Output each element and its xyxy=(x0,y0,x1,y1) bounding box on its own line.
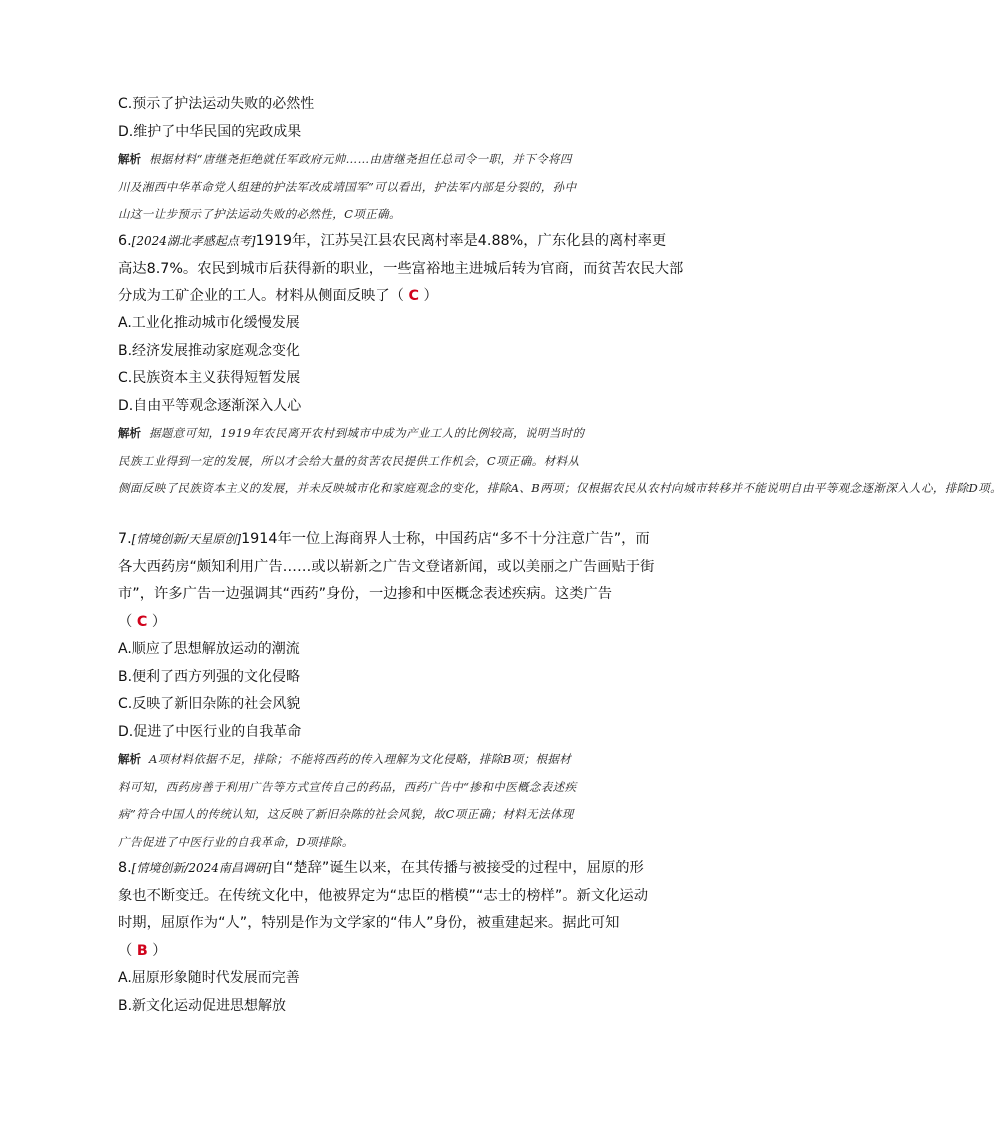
q6-option-c: C.民族资本主义获得短暂发展 xyxy=(118,370,301,386)
question-stem: 分成为工矿企业的工人。材料从侧面反映了 xyxy=(118,288,390,304)
q8-option-a: A.屈原形象随时代发展而完善 xyxy=(118,970,300,986)
q6-explanation xyxy=(118,420,1002,503)
explanation-line: 料可知，西药房善于利用广告等方式宣传自己的药品，西药广告中“掺和中医概念表述疾 xyxy=(118,779,577,794)
explanation-line: 民族工业得到一定的发展，所以才会给大量的贫苦农民提供工作机会，C项正确。材料从 xyxy=(118,453,580,468)
explanation-line: 病”符合中国人的传统认知，这反映了新旧杂陈的社会风貌，故C项正确；材料无法体现 xyxy=(118,807,574,821)
explanation-line: 侧面反映了民族资本主义的发展，并未反映城市化和家庭观念的变化，排除A、B两项；仅根据农民从农村向城市转移并不能说明自由平等观念逐渐深入人心，排除D项。 xyxy=(118,481,1002,495)
question-stem: 市”，许多广告一边强调其“西药”身份，一边掺和中医概念表述疾病。这类广告 xyxy=(118,586,613,602)
q7-options xyxy=(118,636,678,746)
q6-option-a: A.工业化推动城市化缓慢发展 xyxy=(118,315,300,331)
question-stem: 各大西药房“颇知利用广告……或以崭新之广告文登诸新闻，或以美丽之广告画贴于街 xyxy=(118,558,655,575)
q5-explanation xyxy=(118,146,678,229)
question-7: 7.[情境创新/天星原创]1914年一位上海商界人士称，中国药店“多不十分注意广告”，而 各大西药房“颇知利用广告……或以崭新之广告文登诸新闻，或以美丽之广告画贴于街 市”，许多广告一边强调其“西药”身份，一边掺和中医概念表述疾病。这类广告 （ C ） xyxy=(118,526,678,636)
answer-mark: C xyxy=(408,288,419,304)
question-number: 6. xyxy=(118,233,132,249)
answer-mark: B xyxy=(136,942,148,959)
q7-option-d: D.促进了中医行业的自我革命 xyxy=(118,723,302,740)
question-stem: 时期，屈原作为“人”，特别是作为文学家的“伟人”身份，被重建起来。据此可知 xyxy=(118,915,620,931)
question-stem: 自“楚辞”诞生以来，在其传播与被接受的过程中，屈原的形 xyxy=(271,860,644,876)
explanation-line: 川及湘西中华革命党人组建的护法军改成靖国军”可以看出，护法军内部是分裂的，孙中 xyxy=(118,179,577,194)
q8-option-b: B.新文化运动促进思想解放 xyxy=(118,997,287,1014)
q6-option-d: D.自由平等观念逐渐深入人心 xyxy=(118,397,302,414)
explanation-line: 广告促进了中医行业的自我革命，D项排除。 xyxy=(118,834,354,849)
q7-option-c: C.反映了新旧杂陈的社会风貌 xyxy=(118,696,301,712)
q5-options xyxy=(118,91,678,146)
question-stem: 1919年，江苏吴江县农民离村率是4.88%，广东化县的离村率更 xyxy=(255,233,667,249)
q7-explanation xyxy=(118,746,678,856)
question-8: 8.[情境创新/2024南昌调研]自“楚辞”诞生以来，在其传播与被接受的过程中，屈原的形 象也不断变迁。在传统文化中，他被界定为“忠臣的楷模”“志士的榜样”。新文化运动 时期，屈原作为“人”，特别是作为文学家的“伟人”身份，被重建起来。据此可知 （ B ） xyxy=(118,855,678,965)
q5-option-c: C.预示了护法运动失败的必然性 xyxy=(118,96,315,112)
q7-option-a: A.顺应了思想解放运动的潮流 xyxy=(118,641,300,657)
question-number: 7. xyxy=(118,531,132,547)
q6-options xyxy=(118,310,678,420)
question-source: [情境创新/2024南昌调研] xyxy=(131,861,272,875)
question-stem: 象也不断变迁。在传统文化中，他被界定为“忠臣的楷模”“志士的榜样”。新文化运动 xyxy=(118,887,649,904)
explanation-line: A项材料依据不足，排除；不能将西药的传入理解为文化侵略，排除B项；根据材 xyxy=(149,752,572,766)
question-stem: 1914年一位上海商界人士称，中国药店“多不十分注意广告”，而 xyxy=(241,531,650,547)
question-source: [2024湖北孝感起点考] xyxy=(131,234,256,248)
answer-mark: C xyxy=(136,613,148,630)
explanation-line: 据题意可知，1919年农民离开农村到城市中成为产业工人的比例较高，说明当时的 xyxy=(149,426,585,440)
explanation-line: 根据材料“唐继尧拒绝就任军政府元帅……由唐继尧担任总司令一职，并下令将四 xyxy=(149,152,572,166)
q6-option-b: B.经济发展推动家庭观念变化 xyxy=(118,342,301,359)
q7-option-b: B.便利了西方列强的文化侵略 xyxy=(118,668,301,685)
question-number: 8. xyxy=(118,860,132,876)
question-source: [情境创新/天星原创] xyxy=(131,532,242,546)
question-6: 6.[2024湖北孝感起点考]1919年，江苏吴江县农民离村率是4.88%，广东化县的离村率更 高达8.7%。农民到城市后获得新的职业，一些富裕地主进城后转为官商，而贫苦农民大部 分成为工矿企业的工人。材料从侧面反映了（ C ） xyxy=(118,233,684,304)
explanation-label: 解析 xyxy=(118,752,141,766)
q5-option-d: D.维护了中华民国的宪政成果 xyxy=(118,123,302,140)
explanation-label: 解析 xyxy=(118,152,141,166)
question-stem: 高达8.7%。农民到城市后获得新的职业，一些富裕地主进城后转为官商，而贫苦农民大部 xyxy=(118,260,684,277)
q8-options xyxy=(118,965,678,1020)
explanation-label: 解析 xyxy=(118,426,141,440)
explanation-line: 山这一让步预示了护法运动失败的必然性，C项正确。 xyxy=(118,207,401,221)
